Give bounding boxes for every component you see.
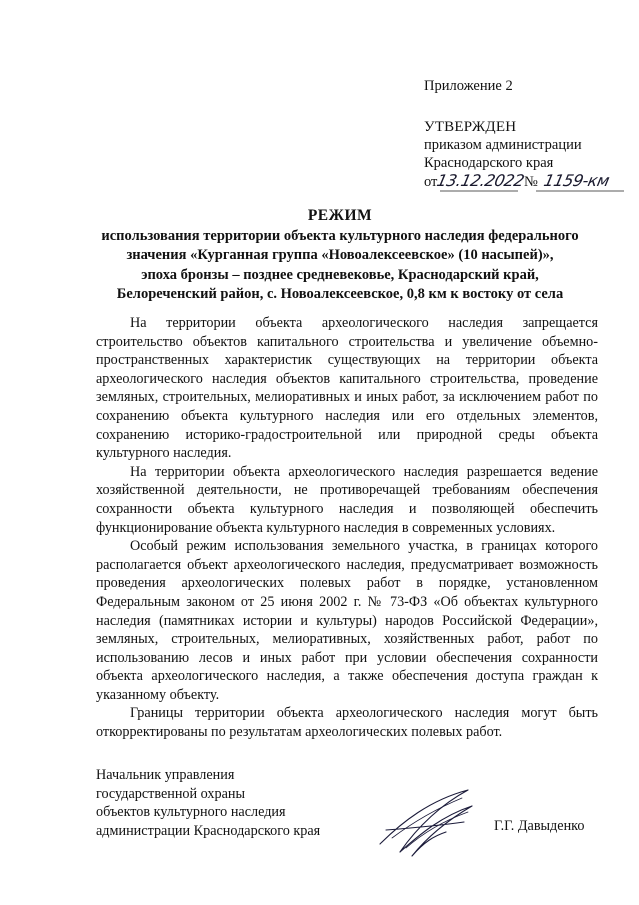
- approved-line-2: Краснодарского края: [424, 155, 554, 171]
- order-number: 1159-км: [541, 171, 611, 190]
- title-line-4: Белореченский район, с. Новоалексеевское, 0,8 км к востоку от села: [116, 286, 564, 302]
- position-line-2: государственной охраны: [96, 785, 246, 802]
- position-line-4: администрации Краснодарского края: [96, 822, 321, 839]
- title-line-2: значения «Курганная группа «Новоалексеевское» (10 насыпей)»,: [126, 247, 554, 263]
- order-no-label: №: [524, 174, 538, 190]
- order-underline: [434, 172, 634, 194]
- title-heading: РЕЖИМ: [307, 207, 373, 224]
- paragraph-3: Особый режим использования земельного участка, в границах которого располагается объект археологического наследия, предусматривает возможность проведения археологических полевых работ в порядке, установленном Федеральным законом от 25 июня 2002 г. № 73-ФЗ «Об объектах культурного наследия (памятниках истории и культуры) народов Российской Федерации», земляных, строительных, мелиоративных, хозяйственных работ, работ по использованию лесов и иных работ при условии обеспечения сохранности объекта археологического наследия, а также обеспечения доступа граждан к указанному объекту.: [96, 538, 598, 703]
- approved-title: УТВЕРЖДЕН: [424, 119, 517, 135]
- handwritten-signature: [372, 782, 482, 862]
- document-title: [40, 206, 639, 305]
- title-line-1: использования территории объекта культурного наследия федерального: [101, 227, 579, 244]
- document-body: [96, 314, 598, 742]
- order-reference: [424, 172, 609, 194]
- paragraph-2: На территории объекта археологического наследия разрешается ведение хозяйственной деятельности, не противоречащей требованиям обеспечения сохранности объекта культурного наследия и позволяющей обеспечить функционирование объекта культурного наследия в современных условиях.: [96, 463, 598, 536]
- position-line-1: Начальник управления: [96, 767, 235, 783]
- order-from-label: от: [424, 174, 438, 190]
- signatory-name: Г.Г. Давыденко: [494, 818, 585, 834]
- order-date: 13.12.2022: [435, 171, 527, 190]
- title-line-3: эпоха бронзы – позднее средневековье, Краснодарский край,: [141, 266, 539, 283]
- appendix-label: Приложение 2: [424, 78, 513, 94]
- approval-stamp: [424, 118, 609, 194]
- position-line-3: объектов культурного наследия: [96, 804, 286, 821]
- paragraph-4: Границы территории объекта археологического наследия могут быть откорректированы по результатам археологических полевых работ.: [96, 705, 598, 741]
- signatory-position: [96, 766, 320, 840]
- approved-line-1: приказом администрации: [424, 137, 582, 153]
- paragraph-1: На территории объекта археологического наследия запрещается строительство объектов капитального строительства и увеличение объемно-пространственных характеристик существующих на территории объекта археологического наследия объектов капитального строительства, проведение земляных, строительных, мелиоративных и иных работ, за исключением работ по сохранению объекта культурного наследия или его отдельных элементов, сохранению историко-градостроительной или природной среды объекта культурного наследия.: [96, 315, 598, 462]
